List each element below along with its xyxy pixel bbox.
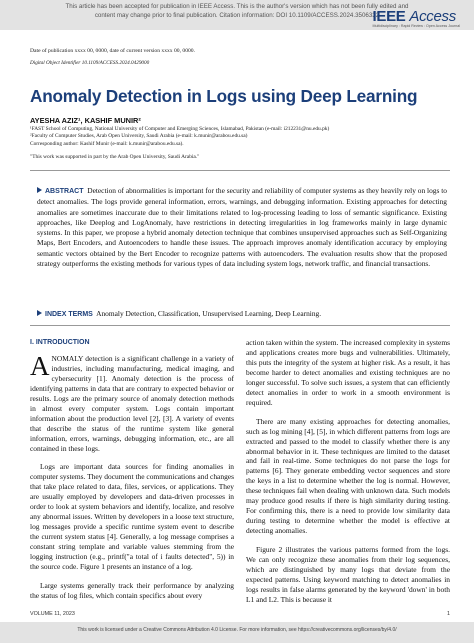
index-terms-block (37, 309, 447, 318)
funding-note: "This work was supported in part by the Arab Open University, Saudi Arabia." (30, 154, 200, 160)
index-terms-marker-icon (37, 310, 42, 316)
affiliation-1: ¹FAST School of Computing, National University of Computer and Emerging Sciences, Islamabad, Pakistan (e-mail: i212231@nu.edu.pk) (30, 126, 330, 132)
right-paragraph-3: Figure 2 illustrates the various patterns formed from the logs. We can only recognize these anomalies from their log sequences, which are distinguished by many logs that deviate from the expected patterns. Using keyword matching to detect anomalies in logs results in false alarms generated by the keyword 'down' in both L1 and L2. This is because it (246, 545, 450, 604)
affiliation-2: ²Faculty of Computer Studies, Arab Open University, Saudi Arabia (e-mail: k.munir@arabou.edu.sa) (30, 133, 248, 139)
paper-title: Anomaly Detection in Logs using Deep Learning (30, 86, 418, 106)
right-paragraph-1: action taken within the system. The increased complexity in systems and applications creates more bugs and vulnerabilities. Ultimately, this puts the integrity of the system at higher risk. As a result, it has become harder to detect anomalies and existing techniques are no longer successful. To solve such issues, a system that can efficiently detect anomalies in order to work in a smooth environment is required. (246, 338, 450, 407)
logo-tagline: Multidisciplinary : Rapid Review : Open Access Journal (372, 24, 460, 28)
right-column (246, 338, 450, 605)
page-number: 1 (447, 611, 450, 617)
ieee-access-logo (373, 8, 461, 28)
intro-paragraph-1 (30, 350, 234, 454)
abstract-marker-icon (37, 187, 42, 193)
author-list: AYESHA AZIZ¹, KASHIF MUNIR² (30, 116, 141, 125)
intro-lead-word: NOMALY (51, 353, 84, 363)
logo-brand-suffix: Access (409, 8, 456, 25)
section-heading-introduction: I. INTRODUCTION (30, 339, 90, 346)
publication-dates: Date of publication xxxx 00, 0000, date of current version xxxx 00, 0000. (30, 48, 195, 54)
page-footer (30, 611, 450, 617)
corresponding-author: Corresponding author: Kashif Munir (e-mail: k.munir@arabou.edu.sa). (30, 141, 184, 147)
doi-line: Digital Object Identifier 10.1109/ACCESS.2024.0429000 (30, 60, 150, 66)
abstract-block (37, 186, 447, 269)
banner-line-1: This article has been accepted for publication in IEEE Access. This is the author's version which has not been fully edited and (65, 3, 409, 10)
abstract-top-rule (30, 170, 450, 171)
left-column (30, 338, 234, 601)
intro-paragraph-2: Logs are important data sources for finding anomalies in computer systems. They document the communications and changes that take place related to data, files, services, or applications. They are usually employed by developers and data-driven processes in order to look at system behaviors and identify, localize, and resolve any abnormal issues. Written by developers in a loose text structure, log messages provide a specific runtime system event to describe the current system status [4]. Generally, a log message comprises a constant string template and variable values stemming from the logging instruction (e.g., printf("a total of i faults detected", 5)) in the source code. Figure 1 presents an instance of a log. (30, 462, 234, 572)
section-top-rule (30, 325, 450, 326)
logo-brand: IEEE (372, 8, 406, 25)
abstract-label: ABSTRACT (45, 188, 84, 195)
abstract-text: Detection of abnormalities is important for the security and reliability of computer systems as they heavily rely on logs to detect anomalies. The logs provide general information, errors, warnings, and debugging information. Existing approaches for detecting anomalies are sometimes inaccurate due to their limitations related to log-processing leading to loss of semantic significance. Existing approaches, like Deeplog and LogAnomaly, have restrictions in detecting irregularities in log frameworks mainly in large dynamic systems. In this paper, we propose a hybrid anomaly detection technique that combines unsupervised approaches such as Self-Organizing Maps, Bert Encoders, and Autoencoders to handle these issues. The approach improves anomaly identification accuracy by employing semantic vectors obtained by the Bert Encoder to recognize patterns with autoencoders. The evaluation results show that the proposed strategy outperforms the existing methods for various types of data including system logs, network traffic, and financial transactions. (37, 186, 447, 268)
drop-cap: A (30, 350, 50, 381)
license-notice: This work is licensed under a Creative Commons Attribution 4.0 License. For more information, see https://creativecommons.org/licenses/by/4.0/ (77, 627, 397, 633)
index-terms-text: Anomaly Detection, Classification, Unsupervised Learning, Deep Learning. (96, 309, 322, 318)
intro-p1-text: detection is a significant challenge in a variety of industries, including manufacturing, medical imaging, and cybersecurity [1]. Anomaly detection is the process of identifying patterns in data that are contrary to expected behavior or results. Logs are the primary source of anomaly detection methods in almost every computer system. Logs contain important information about the production level [2], [3]. A variety of events that describe the status of the runtime system like general information, errors, warnings, debugging information, etc., are all contained in these logs. (30, 353, 234, 453)
right-paragraph-2: There are many existing approaches for detecting anomalies, such as log mining [4], [5], in which different patterns from logs are extracted and passed to the model to classify whether there is any abnormal behavior in it. These techniques are limited to the dataset and fail in real-time. Some techniques do not parse the logs for patterns [6]. They generate embedding vector sequences and store the keys in a list to determine whether the log is normal. However, these techniques fail when dealing with unknown data. Such models may produce good results if there is high similarity during testing. For confirming this, there is a need to provide low similarity data during testing to determine whether the model is effective at detecting anomalies. (246, 416, 450, 536)
volume-label: VOLUME 11, 2023 (30, 611, 75, 617)
banner-line-2: content may change prior to final publication. Citation information: DOI 10.1109/ACCESS.2024.3506332 (94, 12, 380, 19)
index-terms-label: INDEX TERMS (45, 311, 93, 318)
intro-paragraph-3: Large systems generally track their performance by analyzing the status of log files, which contain specifics about every (30, 580, 234, 600)
